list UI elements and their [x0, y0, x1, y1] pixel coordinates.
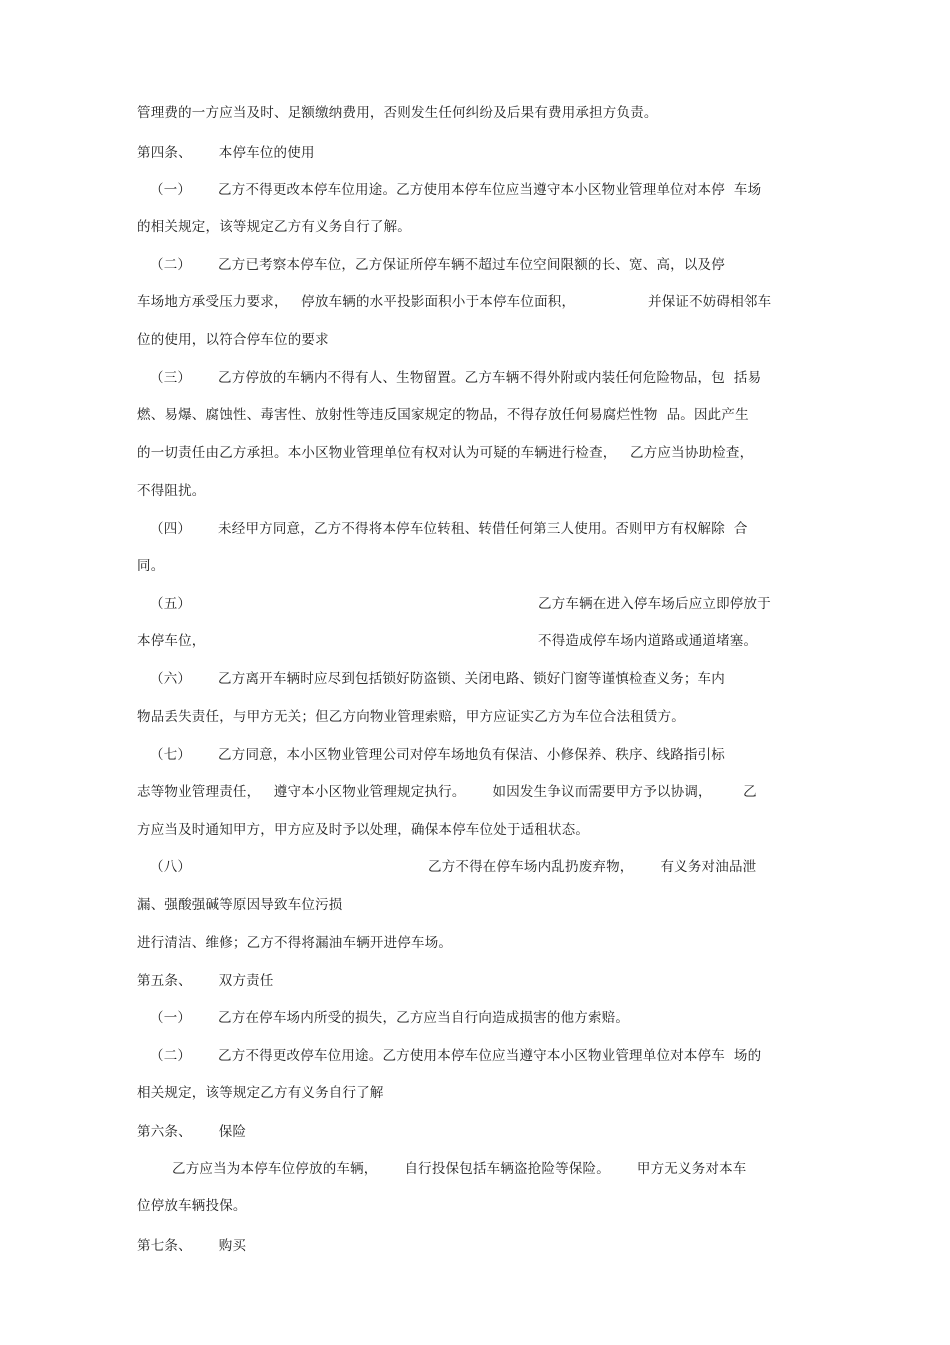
text-line: 本停车位， — [137, 633, 206, 649]
text-line: 并保证不妨碍相邻车 — [648, 294, 772, 310]
clause-line: （二） 乙方不得更改停车位用途。乙方使用本停车位应当遵守本小区物业管理单位对本停车 场的 — [150, 1048, 762, 1064]
article-heading: 第六条、 保险 — [137, 1124, 247, 1140]
text-line: 乙方不得在停车场内乱扔废弃物， 有义务对油品泄 — [428, 859, 757, 875]
text-line: 车场地方承受压力要求， 停放车辆的水平投影面积小于本停车位面积， — [137, 294, 576, 310]
text-line: 管理费的一方应当及时、足额缴纳费用，否则发生任何纠纷及后果有费用承担方负责。 — [137, 105, 658, 121]
text-line: 的相关规定，该等规定乙方有义务自行了解。 — [137, 219, 411, 235]
text-line: 相关规定，该等规定乙方有义务自行了解 — [137, 1085, 384, 1101]
article-heading: 第四条、 本停车位的使用 — [137, 145, 315, 161]
clause-line: （一） 乙方不得更改本停车位用途。乙方使用本停车位应当遵守本小区物业管理单位对本停 车场 — [150, 182, 762, 198]
text-line: 进行清洁、维修；乙方不得将漏油车辆开进停车场。 — [137, 935, 453, 951]
text-line: 的一切责任由乙方承担。本小区物业管理单位有权对认为可疑的车辆进行检查， 乙方应当协助检查， — [137, 445, 754, 461]
clause-number: （五） — [150, 596, 192, 612]
text-line: 志等物业管理责任， 遵守本小区物业管理规定执行。 如因发生争议而需要甲方予以协调， 乙 — [137, 784, 757, 800]
text-line: 方应当及时通知甲方，甲方应及时予以处理，确保本停车位处于适租状态。 — [137, 822, 590, 838]
text-line: 同。 — [137, 558, 165, 574]
text-line: 位的使用，以符合停车位的要求 — [137, 332, 329, 348]
text-line: 漏、强酸强碱等原因导致车位污损 — [137, 897, 343, 913]
clause-line: （二） 乙方已考察本停车位，乙方保证所停车辆不超过车位空间限额的长、宽、高，以及停 — [150, 257, 725, 273]
text-line: 位停放车辆投保。 — [137, 1198, 247, 1214]
clause-line: （六） 乙方离开车辆时应尽到包括锁好防盗锁、关闭电路、锁好门窗等谨慎检查义务；车内 — [150, 671, 725, 687]
text-line: 燃、易爆、腐蚀性、毒害性、放射性等违反国家规定的物品，不得存放任何易腐烂性物 品。因此产生 — [137, 407, 749, 423]
text-line: 物品丢失责任，与甲方无关；但乙方向物业管理索赔，甲方应证实乙方为车位合法租赁方。 — [137, 709, 685, 725]
clause-number: （八） — [150, 859, 192, 875]
clause-line: （四） 未经甲方同意，乙方不得将本停车位转租、转借任何第三人使用。否则甲方有权解除 合 — [150, 521, 748, 537]
clause-line: （三） 乙方停放的车辆内不得有人、生物留置。乙方车辆不得外附或内装任何危险物品，包 括易 — [150, 370, 762, 386]
text-line: 不得造成停车场内道路或通道堵塞。 — [538, 633, 758, 649]
text-line: 乙方应当为本停车位停放的车辆， 自行投保包括车辆盗抢险等保险。 甲方无义务对本车 — [172, 1161, 747, 1177]
text-line: 不得阻扰。 — [137, 483, 206, 499]
clause-line: （一） 乙方在停车场内所受的损失，乙方应当自行向造成损害的他方索赔。 — [150, 1010, 630, 1026]
article-heading: 第七条、 购买 — [137, 1238, 247, 1254]
text-line: 乙方车辆在进入停车场后应立即停放于 — [538, 596, 771, 612]
clause-line: （七） 乙方同意，本小区物业管理公司对停车场地负有保洁、小修保养、秩序、线路指引标 — [150, 747, 725, 763]
article-heading: 第五条、 双方责任 — [137, 973, 274, 989]
